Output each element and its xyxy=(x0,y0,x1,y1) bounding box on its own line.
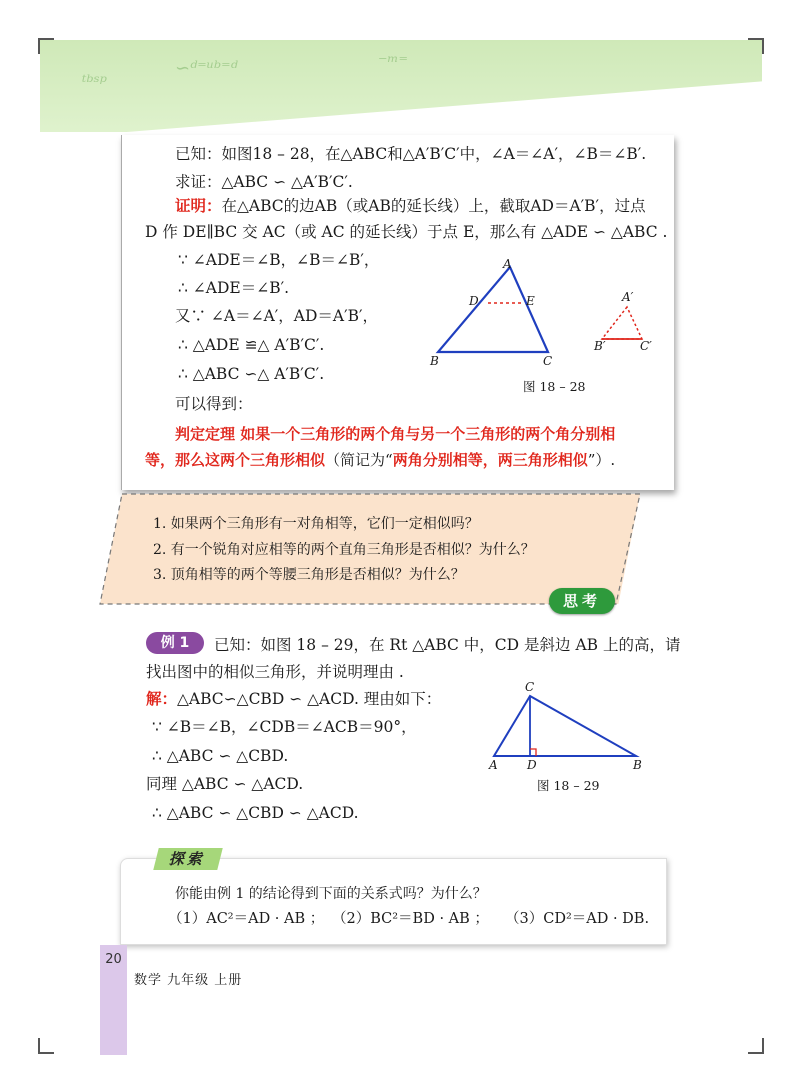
proof-step-2: ∴ ∠ADE＝∠B′. xyxy=(178,279,290,297)
triangle-a2b2c2 xyxy=(602,307,642,339)
figure-18-29 xyxy=(488,690,648,762)
example-line-2: 找出图中的相似三角形，并说明理由 . xyxy=(146,663,404,681)
think-question-3: 3. 顶角相等的两个等腰三角形是否相似？为什么？ xyxy=(153,567,465,583)
theorem-line-2b: （简记为“ xyxy=(325,451,393,469)
fig29-label-a: A xyxy=(489,758,498,772)
proof-step-4: ∴ △ADE ≌△ A′B′C′. xyxy=(178,336,325,354)
explore-badge: 探索 xyxy=(153,848,222,870)
solution-line-1 xyxy=(146,688,441,710)
book-title: 数学 九年级 上册 xyxy=(134,973,243,988)
solution-line-2: ∵ ∠B＝∠B，∠CDB＝∠ACB＝90°， xyxy=(152,718,417,736)
crop-mark-br xyxy=(748,1038,764,1054)
fig28-label-b2: B′ xyxy=(594,339,606,353)
think-question-1: 1. 如果两个三角形有一对角相等，它们一定相似吗？ xyxy=(153,516,479,532)
theorem-line-2c: 两角分别相等，两三角形相似 xyxy=(392,451,588,469)
solution-line-4: 同理 △ABC ∽ △ACD. xyxy=(146,775,304,793)
solution-line-1-text: △ABC∽△CBD ∽ △ACD. 理由如下： xyxy=(177,690,442,708)
think-question-2: 2. 有一个锐角对应相等的两个直角三角形是否相似？为什么？ xyxy=(153,542,535,558)
example-badge: 例 1 xyxy=(146,632,204,654)
fig28-label-b: B xyxy=(430,354,439,368)
fig28-label-c2: C′ xyxy=(640,339,652,353)
explore-relation-3: （3）CD²＝AD · DB. xyxy=(505,911,650,927)
proof-line-2: D 作 DE∥BC 交 AC（或 AC 的延长线）于点 E，那么有 △ADE ∽ △ABC . xyxy=(145,223,668,241)
solution-line-3: ∴ △ABC ∽ △CBD. xyxy=(152,747,289,765)
theorem-line-2a: 等，那么这两个三角形相似 xyxy=(145,451,326,469)
proof-label: 证明： xyxy=(175,197,222,215)
theorem-line-1: 判定定理 如果一个三角形的两个角与另一个三角形的两个角分别相 xyxy=(175,425,616,443)
prove-line: 求证：△ABC ∽ △A′B′C′. xyxy=(175,173,353,191)
think-badge: 思考 xyxy=(549,588,615,614)
header-scrawl-1: ᵗᵇˢᵖ xyxy=(82,72,107,93)
theorem-line-2d: ”）. xyxy=(587,451,616,469)
fig29-label-d: D xyxy=(527,758,537,772)
explore-relation-2: （2）BC²＝BD · AB ； xyxy=(332,911,489,927)
page-number: 20 xyxy=(105,952,122,967)
proof-step-5: ∴ △ABC ∽△ A′B′C′. xyxy=(178,365,325,383)
fig28-label-d: D xyxy=(469,294,479,308)
explore-relation-1: （1）AC²＝AD · AB ； xyxy=(168,911,325,927)
proof-line-1-text: 在△ABC的边AB（或AB的延长线）上，截取AD＝A′B′，过点 xyxy=(221,197,646,215)
right-angle-mark xyxy=(530,749,536,756)
triangle-abc xyxy=(438,267,548,352)
solution-line-5: ∴ △ABC ∽ △CBD ∽ △ACD. xyxy=(152,804,359,822)
fig28-label-e: E xyxy=(526,294,535,308)
explore-question: 你能由例 1 的结论得到下面的关系式吗？为什么？ xyxy=(175,886,487,902)
figure-18-28-caption: 图 18 – 28 xyxy=(523,379,586,394)
example-line-1: 已知：如图 18 – 29，在 Rt △ABC 中，CD 是斜边 AB 上的高，请 xyxy=(214,636,681,654)
triangle-abc-right xyxy=(494,696,636,756)
fig29-label-b: B xyxy=(633,758,642,772)
conclude-line: 可以得到： xyxy=(175,395,253,413)
proof-step-3: 又∵ ∠A＝∠A′，AD＝A′B′， xyxy=(175,307,379,325)
theorem-line-2 xyxy=(145,449,615,471)
fig28-label-a: A xyxy=(503,257,512,271)
proof-line-1 xyxy=(175,195,646,217)
fig29-label-c: C xyxy=(525,680,535,694)
header-scrawl-2: ∽ᵈ⁼ᵘᵇ⁼ᵈ xyxy=(175,58,238,79)
given-line: 已知：如图18 – 28，在△ABC和△A′B′C′中，∠A＝∠A′，∠B＝∠B′. xyxy=(175,145,647,163)
fig28-label-a2: A′ xyxy=(622,290,634,304)
figure-18-29-caption: 图 18 – 29 xyxy=(537,778,600,793)
fig28-label-c: C xyxy=(543,354,553,368)
solution-label: 解： xyxy=(146,690,178,708)
crop-mark-bl xyxy=(38,1038,54,1054)
proof-step-1: ∵ ∠ADE＝∠B，∠B＝∠B′， xyxy=(178,251,380,269)
header-scrawl-3: ⁻ᵐ⁼ xyxy=(378,52,409,73)
